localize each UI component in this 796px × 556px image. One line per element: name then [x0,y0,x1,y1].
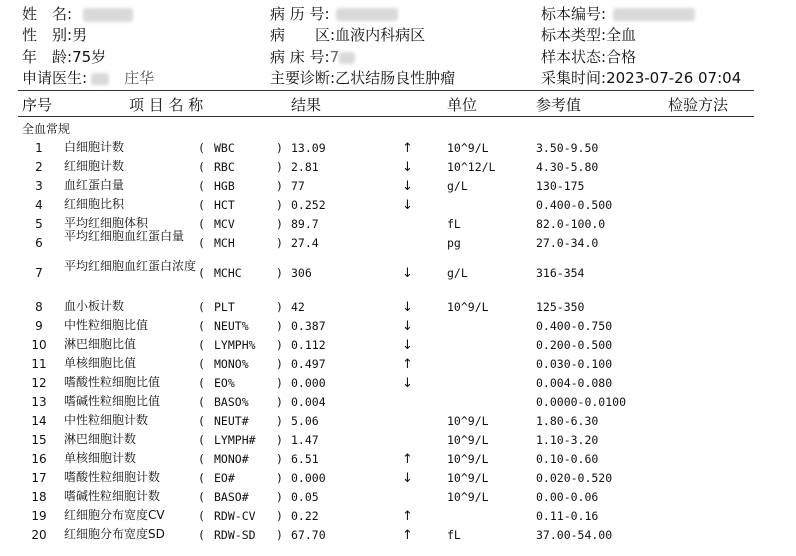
doctor-label: 申请医生: [22,69,88,87]
item-code: LYMPH# [214,433,256,447]
item-name: 红细胞分布宽度CV [64,508,165,522]
item-code: HCT [214,198,235,212]
close-paren: ) [276,490,283,504]
result-value: 0.387 [291,319,326,333]
patient-name-label: 姓 名: [22,5,73,23]
row-number: 6 [35,236,43,250]
open-paren: ( [198,490,205,504]
high-arrow-icon: ↑ [402,452,413,467]
reference-range: 0.10-0.60 [536,452,599,466]
result-value: 6.51 [291,452,319,466]
row-number: 19 [31,509,47,523]
item-name: 嗜酸性粒细胞计数 [64,470,161,484]
reference-range: 0.11-0.16 [536,509,599,523]
reference-range: 1.80-6.30 [536,414,599,428]
row-number: 9 [35,319,43,333]
row-number: 4 [35,198,43,212]
item-code: PLT [214,300,235,314]
close-paren: ) [276,160,283,174]
result-value: 1.47 [291,433,319,447]
item-code: MCV [214,217,235,231]
result-value: 67.70 [291,528,326,542]
ward-field [270,25,425,45]
item-code: MONO% [214,357,249,371]
high-arrow-icon: ↑ [402,509,413,524]
reference-range: 82.0-100.0 [536,217,606,231]
reference-range: 37.00-54.00 [536,528,613,542]
close-paren: ) [276,395,283,409]
close-paren: ) [276,452,283,466]
result-value: 89.7 [291,217,319,231]
record-no-label: 病 历 号: [270,5,330,23]
low-arrow-icon: ↓ [402,338,413,353]
col-reference-header: 参考值 [536,96,582,114]
low-arrow-icon: ↓ [402,266,413,281]
sample-status-field [541,47,636,67]
item-name: 白细胞计数 [64,140,125,154]
low-arrow-icon: ↓ [402,300,413,315]
row-number: 18 [31,490,47,504]
row-number: 3 [35,179,43,193]
close-paren: ) [276,319,283,333]
row-number: 7 [35,266,43,280]
unit-value: fL [447,528,461,542]
item-name: 红细胞分布宽度SD [64,527,165,541]
item-name: 平均红细胞血红蛋白量 [64,229,185,243]
item-code: WBC [214,141,235,155]
unit-value: 10^9/L [447,433,489,447]
col-result-header: 结果 [291,96,322,114]
open-paren: ( [198,433,205,447]
close-paren: ) [276,179,283,193]
result-value: 77 [291,179,305,193]
diagnosis-value: 乙状结肠良性肿瘤 [335,69,456,87]
row-number: 14 [31,414,47,428]
item-code: RDW-CV [214,509,256,523]
sample-status-value: 合格 [606,48,637,66]
result-value: 0.22 [291,509,319,523]
reference-range: 0.0000-0.0100 [536,395,627,409]
sample-type-label: 标本类型: [541,26,607,44]
item-code: RDW-SD [214,528,256,542]
reference-range: 4.30-5.80 [536,160,599,174]
result-value: 42 [291,300,305,314]
age-field [22,47,106,67]
col-no-header: 序号 [22,96,53,114]
item-name: 血小板计数 [64,299,125,313]
sample-type-field [541,25,636,45]
open-paren: ( [198,376,205,390]
row-number: 1 [35,141,43,155]
bed-label: 病 床 号: [270,48,330,66]
diagnosis-label: 主要诊断: [270,69,336,87]
result-value: 0.000 [291,376,326,390]
item-code: NEUT# [214,414,249,428]
item-name: 嗜碱性粒细胞计数 [64,489,161,503]
redacted-name [83,8,133,22]
result-value: 13.09 [291,141,326,155]
result-value: 5.06 [291,414,319,428]
low-arrow-icon: ↓ [402,376,413,391]
diagnosis-field [270,68,455,88]
unit-value: 10^9/L [447,414,489,428]
close-paren: ) [276,141,283,155]
bed-field [270,47,355,67]
item-name: 血红蛋白量 [64,178,125,192]
item-name: 平均红细胞血红蛋白浓度 [64,259,197,273]
low-arrow-icon: ↓ [402,319,413,334]
result-value: 2.81 [291,160,319,174]
result-value: 0.497 [291,357,326,371]
open-paren: ( [198,357,205,371]
close-paren: ) [276,198,283,212]
patient-name-field [22,4,133,24]
ward-label: 病 区: [270,26,336,44]
result-value: 0.004 [291,395,326,409]
reference-range: 3.50-9.50 [536,141,599,155]
unit-value: pg [447,236,461,250]
high-arrow-icon: ↑ [402,141,413,156]
close-paren: ) [276,376,283,390]
close-paren: ) [276,300,283,314]
item-code: BASO# [214,490,249,504]
sample-status-label: 样本状态: [541,48,607,66]
unit-value: g/L [447,179,468,193]
open-paren: ( [198,452,205,466]
sample-no-label: 标本编号: [541,5,607,23]
ward-value: 血液内科病区 [335,26,426,44]
result-value: 27.4 [291,236,319,250]
item-name: 淋巴细胞比值 [64,337,137,351]
gender-value: 男 [72,26,88,44]
item-code: NEUT% [214,319,249,333]
item-code: BASO% [214,395,249,409]
reference-range: 0.400-0.750 [536,319,613,333]
item-code: LYMPH% [214,338,256,352]
section-title: 全血常规 [22,122,71,136]
col-unit-header: 单位 [447,96,478,114]
doctor-field [22,68,154,88]
gender-field [22,25,87,45]
collect-time-value: 2023-07-26 07:04 [606,69,742,87]
redacted-doctor [91,73,109,85]
unit-value: g/L [447,266,468,280]
reference-range: 125-350 [536,300,585,314]
open-paren: ( [198,198,205,212]
close-paren: ) [276,338,283,352]
close-paren: ) [276,471,283,485]
close-paren: ) [276,528,283,542]
reference-range: 27.0-34.0 [536,236,599,250]
reference-range: 0.020-0.520 [536,471,613,485]
low-arrow-icon: ↓ [402,198,413,213]
row-number: 12 [31,376,47,390]
item-name: 红细胞比积 [64,197,125,211]
col-item-header: 项 目 名 称 [129,96,204,114]
close-paren: ) [276,217,283,231]
close-paren: ) [276,433,283,447]
row-number: 10 [31,338,47,352]
high-arrow-icon: ↑ [402,528,413,543]
item-code: EO# [214,471,235,485]
col-method-header: 检验方法 [668,96,729,114]
item-name: 中性粒细胞比值 [64,318,149,332]
reference-range: 0.00-0.06 [536,490,599,504]
open-paren: ( [198,338,205,352]
gender-label: 性 别: [22,26,73,44]
redacted-sample-no [613,8,695,21]
row-number: 15 [31,433,47,447]
row-number: 16 [31,452,47,466]
item-code: MCHC [214,266,242,280]
reference-range: 0.200-0.500 [536,338,613,352]
redacted-bed [339,52,355,64]
open-paren: ( [198,236,205,250]
redacted-record-no [336,8,398,21]
close-paren: ) [276,236,283,250]
unit-value: 10^9/L [447,452,489,466]
item-name: 中性粒细胞计数 [64,413,149,427]
reference-range: 316-354 [536,266,585,280]
result-value: 0.112 [291,338,326,352]
low-arrow-icon: ↓ [402,471,413,486]
open-paren: ( [198,266,205,280]
row-number: 8 [35,300,43,314]
result-value: 306 [291,266,312,280]
high-arrow-icon: ↑ [402,357,413,372]
unit-value: 10^9/L [447,300,489,314]
bed-value: 7 [329,48,340,66]
row-number: 13 [31,395,47,409]
close-paren: ) [276,509,283,523]
open-paren: ( [198,528,205,542]
collect-time-field [541,68,741,88]
unit-value: fL [447,217,461,231]
reference-range: 0.400-0.500 [536,198,613,212]
item-name: 单核细胞比值 [64,356,137,370]
item-name: 淋巴细胞计数 [64,432,137,446]
item-name: 单核细胞计数 [64,451,137,465]
result-value: 0.000 [291,471,326,485]
item-code: MCH [214,236,235,250]
reference-range: 1.10-3.20 [536,433,599,447]
doctor-value: 庄华 [109,69,155,87]
age-label: 年 龄: [22,48,73,66]
row-number: 2 [35,160,43,174]
low-arrow-icon: ↓ [402,160,413,175]
item-name: 红细胞计数 [64,159,125,173]
table-header-divider [18,116,754,117]
collect-time-label: 采集时间: [541,69,607,87]
open-paren: ( [198,179,205,193]
reference-range: 130-175 [536,179,585,193]
open-paren: ( [198,471,205,485]
close-paren: ) [276,266,283,280]
item-code: RBC [214,160,235,174]
reference-range: 0.004-0.080 [536,376,613,390]
open-paren: ( [198,141,205,155]
header-divider [18,90,754,91]
reference-range: 0.030-0.100 [536,357,613,371]
open-paren: ( [198,160,205,174]
close-paren: ) [276,414,283,428]
close-paren: ) [276,357,283,371]
unit-value: 10^9/L [447,471,489,485]
row-number: 11 [31,357,47,371]
unit-value: 10^9/L [447,490,489,504]
open-paren: ( [198,395,205,409]
item-name: 平均红细胞体积 [64,216,149,230]
open-paren: ( [198,319,205,333]
unit-value: 10^9/L [447,141,489,155]
open-paren: ( [198,509,205,523]
unit-value: 10^12/L [447,160,496,174]
row-number: 17 [31,471,47,485]
record-no-field [270,4,398,24]
open-paren: ( [198,217,205,231]
open-paren: ( [198,300,205,314]
item-name: 嗜酸性粒细胞比值 [64,375,161,389]
item-code: HGB [214,179,235,193]
age-value: 75岁 [72,48,107,66]
row-number: 5 [35,217,43,231]
item-name: 嗜碱性粒细胞比值 [64,394,161,408]
row-number: 20 [31,528,47,542]
sample-type-value: 全血 [606,26,637,44]
item-code: MONO# [214,452,249,466]
result-value: 0.252 [291,198,326,212]
open-paren: ( [198,414,205,428]
result-value: 0.05 [291,490,319,504]
sample-no-field [541,4,695,24]
item-code: EO% [214,376,235,390]
low-arrow-icon: ↓ [402,179,413,194]
